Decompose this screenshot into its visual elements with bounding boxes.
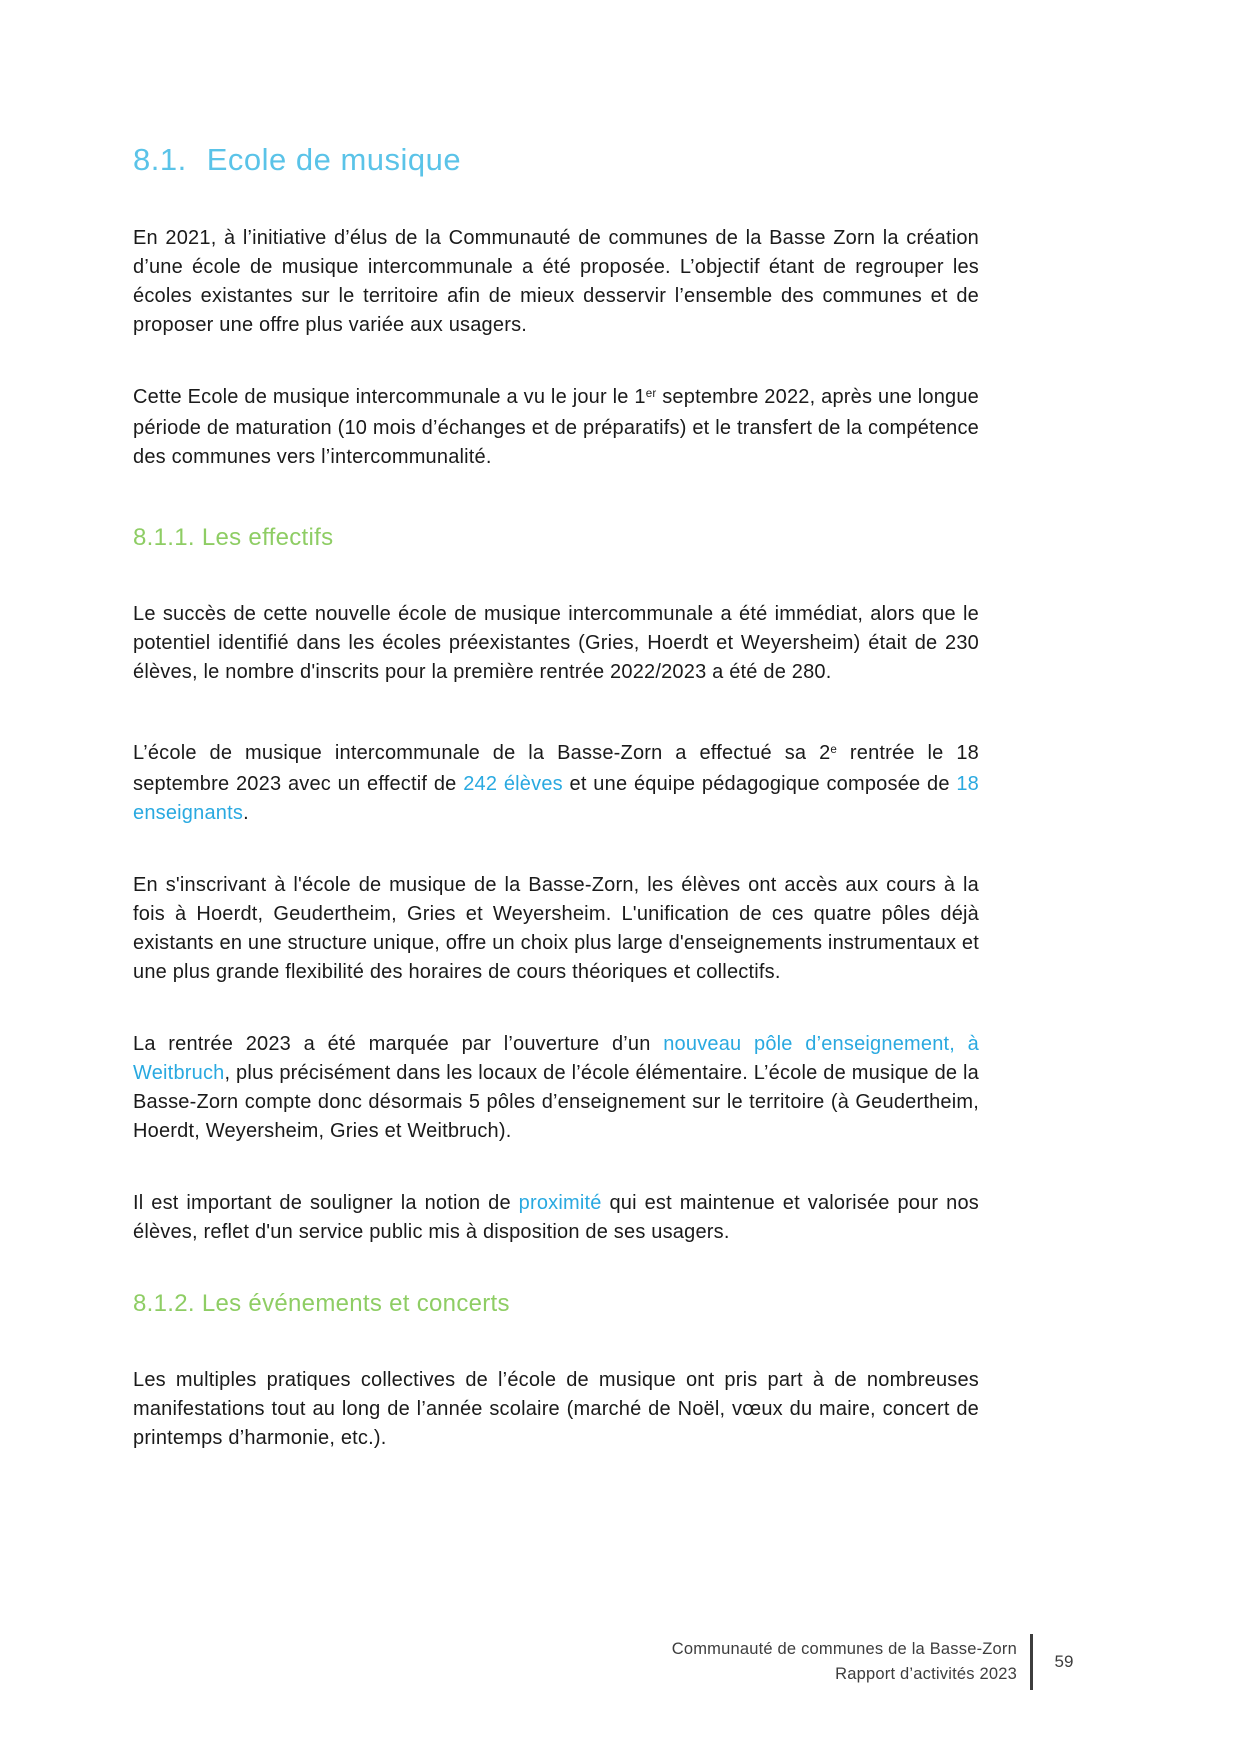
paragraph-text: L’école de musique intercommunale de la Basse-Zorn a effectué sa 2 — [133, 742, 831, 764]
paragraph-effectifs-1: Le succès de cette nouvelle école de musique intercommunale a été immédiat, alors que le potentiel identifié dans les écoles préexistantes (Gries, Hoerdt et Weyersheim) était de 230 élèves, le nombre d'inscrits pour la première rentrée 2022/2023 a été de 280. — [133, 603, 979, 683]
paragraph-text: qui est maintenue et valorisée pour nos élèves, reflet d'un service public mis à disposition de ses usagers. — [133, 1192, 979, 1243]
subsection-heading-evenements — [133, 1290, 979, 1318]
paragraph-text: septembre 2022, après une longue période de maturation (10 mois d’échanges et de préparatifs) et le transfert de la compétence des communes vers l’intercommunalité. — [133, 386, 979, 468]
highlight-teachers-count: 18 enseignants — [133, 773, 979, 824]
highlight-proximity: proximité — [518, 1192, 602, 1214]
paragraph-evenements-1: Les multiples pratiques collectives de l’école de musique ont pris part à de nombreuses manifestations tout au long de l’année scolaire (marché de Noël, vœux du maire, concert de printemps d’harmonie, etc.). — [133, 1369, 979, 1449]
paragraph-text: . — [243, 802, 249, 824]
highlight-new-site: nouveau pôle d’enseignement, à Weitbruch — [133, 1033, 979, 1084]
subsection-text: Les événements et concerts — [201, 1290, 510, 1317]
paragraph-text: rentrée le 18 septembre 2023 avec un effectif de — [133, 742, 979, 795]
paragraph-text: La rentrée 2023 a été marquée par l’ouverture d’un — [133, 1033, 664, 1055]
paragraph-text: Cette Ecole de musique intercommunale a vu le jour le 1 — [133, 386, 646, 408]
paragraph-text: Il est important de souligner la notion de — [133, 1192, 519, 1214]
highlight-students-count: 242 élèves — [463, 773, 563, 795]
subsection-number: 8.1.2. — [133, 1290, 195, 1317]
paragraph-text: et une équipe pédagogique composée de — [562, 773, 957, 795]
paragraph-effectifs-4 — [133, 1030, 979, 1146]
footer-divider — [1030, 1634, 1033, 1690]
footer-org-name: Communauté de communes de la Basse-Zorn — [671, 1640, 1017, 1658]
page-number: 59 — [1054, 1652, 1074, 1671]
superscript-er: er — [645, 386, 657, 400]
paragraph-text: , plus précisément dans les locaux de l’école élémentaire. L’école de musique de la Basse-Zorn compte donc désormais 5 pôles d’enseignement sur le territoire (à Geudertheim, Hoerdt, Weyersheim, Gries et Weitbruch). — [133, 1062, 979, 1142]
paragraph-intro-1: En 2021, à l’initiative d’élus de la Communauté de communes de la Basse Zorn la création d’une école de musique intercommunale a été proposée. L’objectif étant de regrouper les écoles existantes sur le territoire afin de mieux desservir l’ensemble des communes et de proposer une offre plus variée aux usagers. — [133, 227, 979, 336]
section-title-number: 8.1. — [133, 142, 187, 177]
superscript-e: e — [830, 742, 838, 756]
subsection-heading-effectifs — [133, 524, 979, 552]
page-footer — [672, 1634, 1082, 1690]
section-title — [133, 142, 979, 178]
paragraph-effectifs-3: En s'inscrivant à l'école de musique de la Basse-Zorn, les élèves ont accès aux cours à la fois à Hoerdt, Geudertheim, Gries et Weyersheim. L'unification de ces quatre pôles déjà existants en une structure unique, offre un choix plus large d'enseignements instrumentaux et une plus grande flexibilité des horaires de cours théoriques et collectifs. — [133, 874, 979, 983]
footer-text-block — [672, 1637, 1017, 1687]
subsection-number: 8.1.1. — [133, 524, 195, 551]
paragraph-intro-2 — [133, 383, 979, 472]
page-content — [133, 142, 979, 1496]
section-title-text: Ecole de musique — [206, 142, 462, 177]
subsection-text: Les effectifs — [201, 524, 334, 551]
paragraph-effectifs-5 — [133, 1189, 979, 1247]
paragraph-effectifs-2 — [133, 739, 979, 828]
footer-report-title: Rapport d’activités 2023 — [835, 1665, 1017, 1683]
